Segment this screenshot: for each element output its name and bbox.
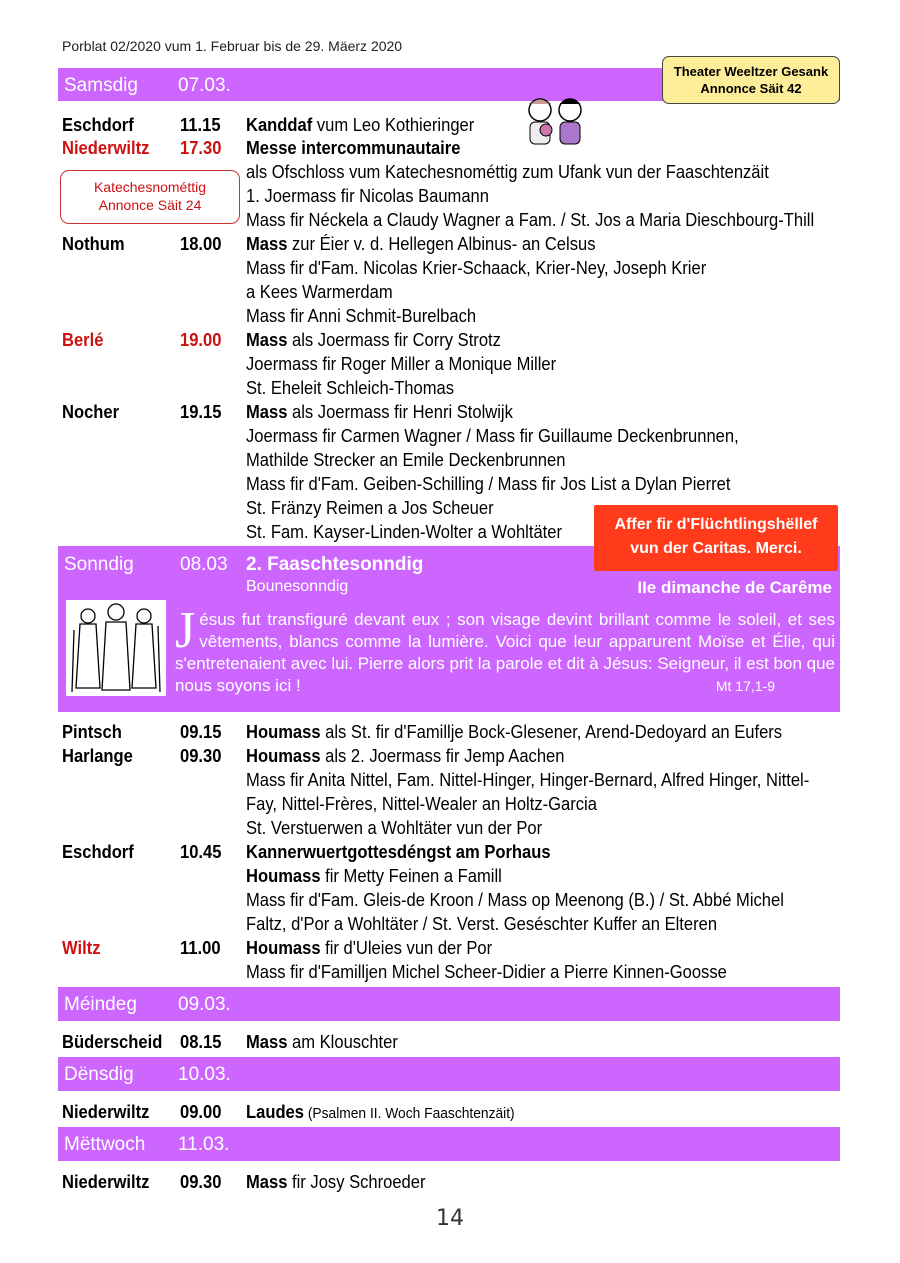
entry-line: Mass fir Néckela a Claudy Wagner a Fam. / St. Jos a Maria Dieschbourg-Thill xyxy=(246,210,815,230)
entry-text xyxy=(246,232,595,256)
entry-text xyxy=(246,840,551,864)
entry-line: Mass fir Anni Schmit-Burelbach xyxy=(246,306,477,326)
entry-text xyxy=(246,1170,425,1194)
time: 11.00 xyxy=(180,938,221,958)
time: 11.15 xyxy=(180,115,221,135)
service-type: Houmass xyxy=(246,938,321,958)
service-detail: als St. fir d'Famillje Bock-Glesener, Arend-Dedoyard an Eufers xyxy=(320,722,783,742)
place: Berlé xyxy=(62,330,104,350)
entry-line: St. Fam. Kayser-Linden-Wolter a Wohltäter xyxy=(246,522,562,542)
entry-text xyxy=(246,1030,398,1054)
entry-line: a Kees Warmerdam xyxy=(246,282,393,302)
service-detail: fir Josy Schroeder xyxy=(287,1172,426,1192)
place: Wiltz xyxy=(62,938,101,958)
entry-text xyxy=(246,328,501,352)
day-name: Dënsdig xyxy=(64,1064,134,1085)
day-name: Méindeg xyxy=(64,994,137,1015)
time: 10.45 xyxy=(180,842,222,862)
service-type: Mass xyxy=(246,330,288,350)
service-detail: am Klouschter xyxy=(287,1032,398,1052)
entry-text xyxy=(246,400,513,424)
time: 19.00 xyxy=(180,330,222,350)
place: Eschdorf xyxy=(62,115,134,135)
service-type: Houmass xyxy=(246,866,321,886)
entry-line: Fay, Nittel-Frères, Nittel-Wealer an Holtz-Garcia xyxy=(246,794,597,814)
place: Niederwiltz xyxy=(62,1172,150,1192)
service-type: Mass xyxy=(246,402,288,422)
sunday-subtitle: Bounesonndig xyxy=(246,578,349,595)
time: 19.15 xyxy=(180,402,222,422)
ad-line: Annonce Säit 42 xyxy=(700,81,802,96)
entry-line: Faltz, d'Por a Wohltäter / St. Verst. Geséschter Kuffer an Elteren xyxy=(246,914,718,934)
gospel-body: ésus fut transfiguré devant eux ; son visage devint brillant comme le soleil, et ses vêtements, blancs comme la lumière. Voici que leur apparurent Moïse et Élie, qui s'entretenaient avec lui. Pierre alors prit la parole et dit à Jésus: Seigneur, il est bon que nous soyons ici ! xyxy=(175,610,836,695)
day-name: Mëttwoch xyxy=(64,1134,146,1155)
place: Niederwiltz xyxy=(62,1102,150,1122)
ad-line: Annonce Säit 24 xyxy=(98,197,202,213)
place: Pintsch xyxy=(62,722,122,742)
page-header: Porblat 02/2020 vum 1. Februar bis de 29. Mäerz 2020 xyxy=(62,38,403,54)
transfiguration-illustration xyxy=(66,600,166,696)
entry-text xyxy=(246,864,502,888)
ad-line: Katechesnométtig xyxy=(93,179,207,195)
day-date: 09.03. xyxy=(178,994,231,1015)
day-date: 10.03. xyxy=(178,1064,231,1085)
place: Harlange xyxy=(62,746,133,766)
children-illustration xyxy=(518,94,590,148)
day-bar-wednesday xyxy=(58,1127,840,1161)
day-date: 07.03. xyxy=(178,75,231,96)
entry-line: Mass fir d'Fam. Nicolas Krier-Schaack, Krier-Ney, Joseph Krier xyxy=(246,258,707,278)
ad-line: Theater Weeltzer Gesank xyxy=(673,64,829,79)
service-detail: als Joermass fir Henri Stolwijk xyxy=(287,402,513,422)
caritas-ad-box xyxy=(594,505,838,571)
entry-text xyxy=(246,136,460,160)
french-title: IIe dimanche de Carême xyxy=(637,578,832,597)
day-bar-monday xyxy=(58,987,840,1021)
time: 09.00 xyxy=(180,1102,222,1122)
service-type: Laudes xyxy=(246,1102,304,1122)
theater-ad-box xyxy=(662,56,840,104)
entry-line: Mass fir d'Fam. Gleis-de Kroon / Mass op Meenong (B.) / St. Abbé Michel xyxy=(246,890,784,910)
day-name: Sonndig xyxy=(64,554,134,575)
entry-line: St. Fränzy Reimen a Jos Scheuer xyxy=(246,498,494,518)
place: Büderscheid xyxy=(62,1032,163,1052)
service-detail: fir Metty Feinen a Famill xyxy=(320,866,502,886)
service-detail: als Joermass fir Corry Strotz xyxy=(287,330,501,350)
day-name: Samsdig xyxy=(64,75,138,96)
gospel-text xyxy=(175,602,836,697)
entry-line: Mass fir Anita Nittel, Fam. Nittel-Hinger, Hinger-Bernard, Alfred Hinger, Nittel- xyxy=(246,770,810,790)
time: 09.30 xyxy=(180,1172,222,1192)
service-type: Mass xyxy=(246,1032,288,1052)
place: Eschdorf xyxy=(62,842,134,862)
entry-line: Mass fir d'Fam. Geiben-Schilling / Mass fir Jos List a Dylan Pierret xyxy=(246,474,731,494)
time: 09.15 xyxy=(180,722,222,742)
place: Nocher xyxy=(62,402,120,422)
service-type: Mass xyxy=(246,1172,288,1192)
time: 17.30 xyxy=(180,138,222,158)
sunday-title: 2. Faaschtesonndig xyxy=(246,554,424,575)
service-detail: als 2. Joermass fir Jemp Aachen xyxy=(320,746,565,766)
ad-line: vun der Caritas. Merci. xyxy=(630,540,802,557)
entry-line: Mass fir d'Familljen Michel Scheer-Didier a Pierre Kinnen-Goosse xyxy=(246,962,727,982)
entry-text xyxy=(246,744,564,768)
time: 18.00 xyxy=(180,234,222,254)
entry-text xyxy=(246,720,782,744)
service-type: Kannerwuertgottesdéngst am Porhaus xyxy=(246,842,551,862)
entry-line: 1. Joermass fir Nicolas Baumann xyxy=(246,186,489,206)
service-type: Houmass xyxy=(246,722,321,742)
entry-line: Mathilde Strecker an Emile Deckenbrunnen xyxy=(246,450,566,470)
entry-line: Joermass fir Roger Miller a Monique Miller xyxy=(246,354,557,374)
entry-line: Joermass fir Carmen Wagner / Mass fir Guillaume Deckenbrunnen, xyxy=(246,426,739,446)
time: 09.30 xyxy=(180,746,222,766)
day-date: 08.03 xyxy=(180,554,228,575)
service-detail: vum Leo Kothieringer xyxy=(312,115,475,135)
entry-text xyxy=(246,936,492,960)
service-detail: zur Éier v. d. Hellegen Albinus- an Celsus xyxy=(287,234,596,254)
entry-line: St. Eheleit Schleich-Thomas xyxy=(246,378,455,398)
day-bar-tuesday xyxy=(58,1057,840,1091)
entry-line: St. Verstuerwen a Wohltäter vun der Por xyxy=(246,818,543,838)
gospel-reference: Mt 17,1-9 xyxy=(715,678,775,694)
entry-text xyxy=(246,113,474,137)
entry-text xyxy=(246,1100,515,1126)
entry-line: als Ofschloss vum Katechesnométtig zum Ufank vun der Faaschtenzäit xyxy=(246,162,769,182)
place: Niederwiltz xyxy=(62,138,150,158)
service-type: Houmass xyxy=(246,746,321,766)
time: 08.15 xyxy=(180,1032,222,1052)
ad-line: Affer fir d'Flüchtlingshëllef xyxy=(614,516,818,533)
service-type: Messe intercommunautaire xyxy=(246,138,461,158)
service-type: Mass xyxy=(246,234,288,254)
service-detail: fir d'Uleies vun der Por xyxy=(320,938,493,958)
gospel-dropcap: J xyxy=(175,602,196,659)
katechese-ad-box xyxy=(60,170,240,224)
page-number: 14 xyxy=(436,1206,464,1231)
service-detail: (Psalmen II. Woch Faaschtenzäit) xyxy=(303,1105,515,1122)
day-date: 11.03. xyxy=(178,1134,230,1155)
place: Nothum xyxy=(62,234,125,254)
service-type: Kanddaf xyxy=(246,115,313,135)
